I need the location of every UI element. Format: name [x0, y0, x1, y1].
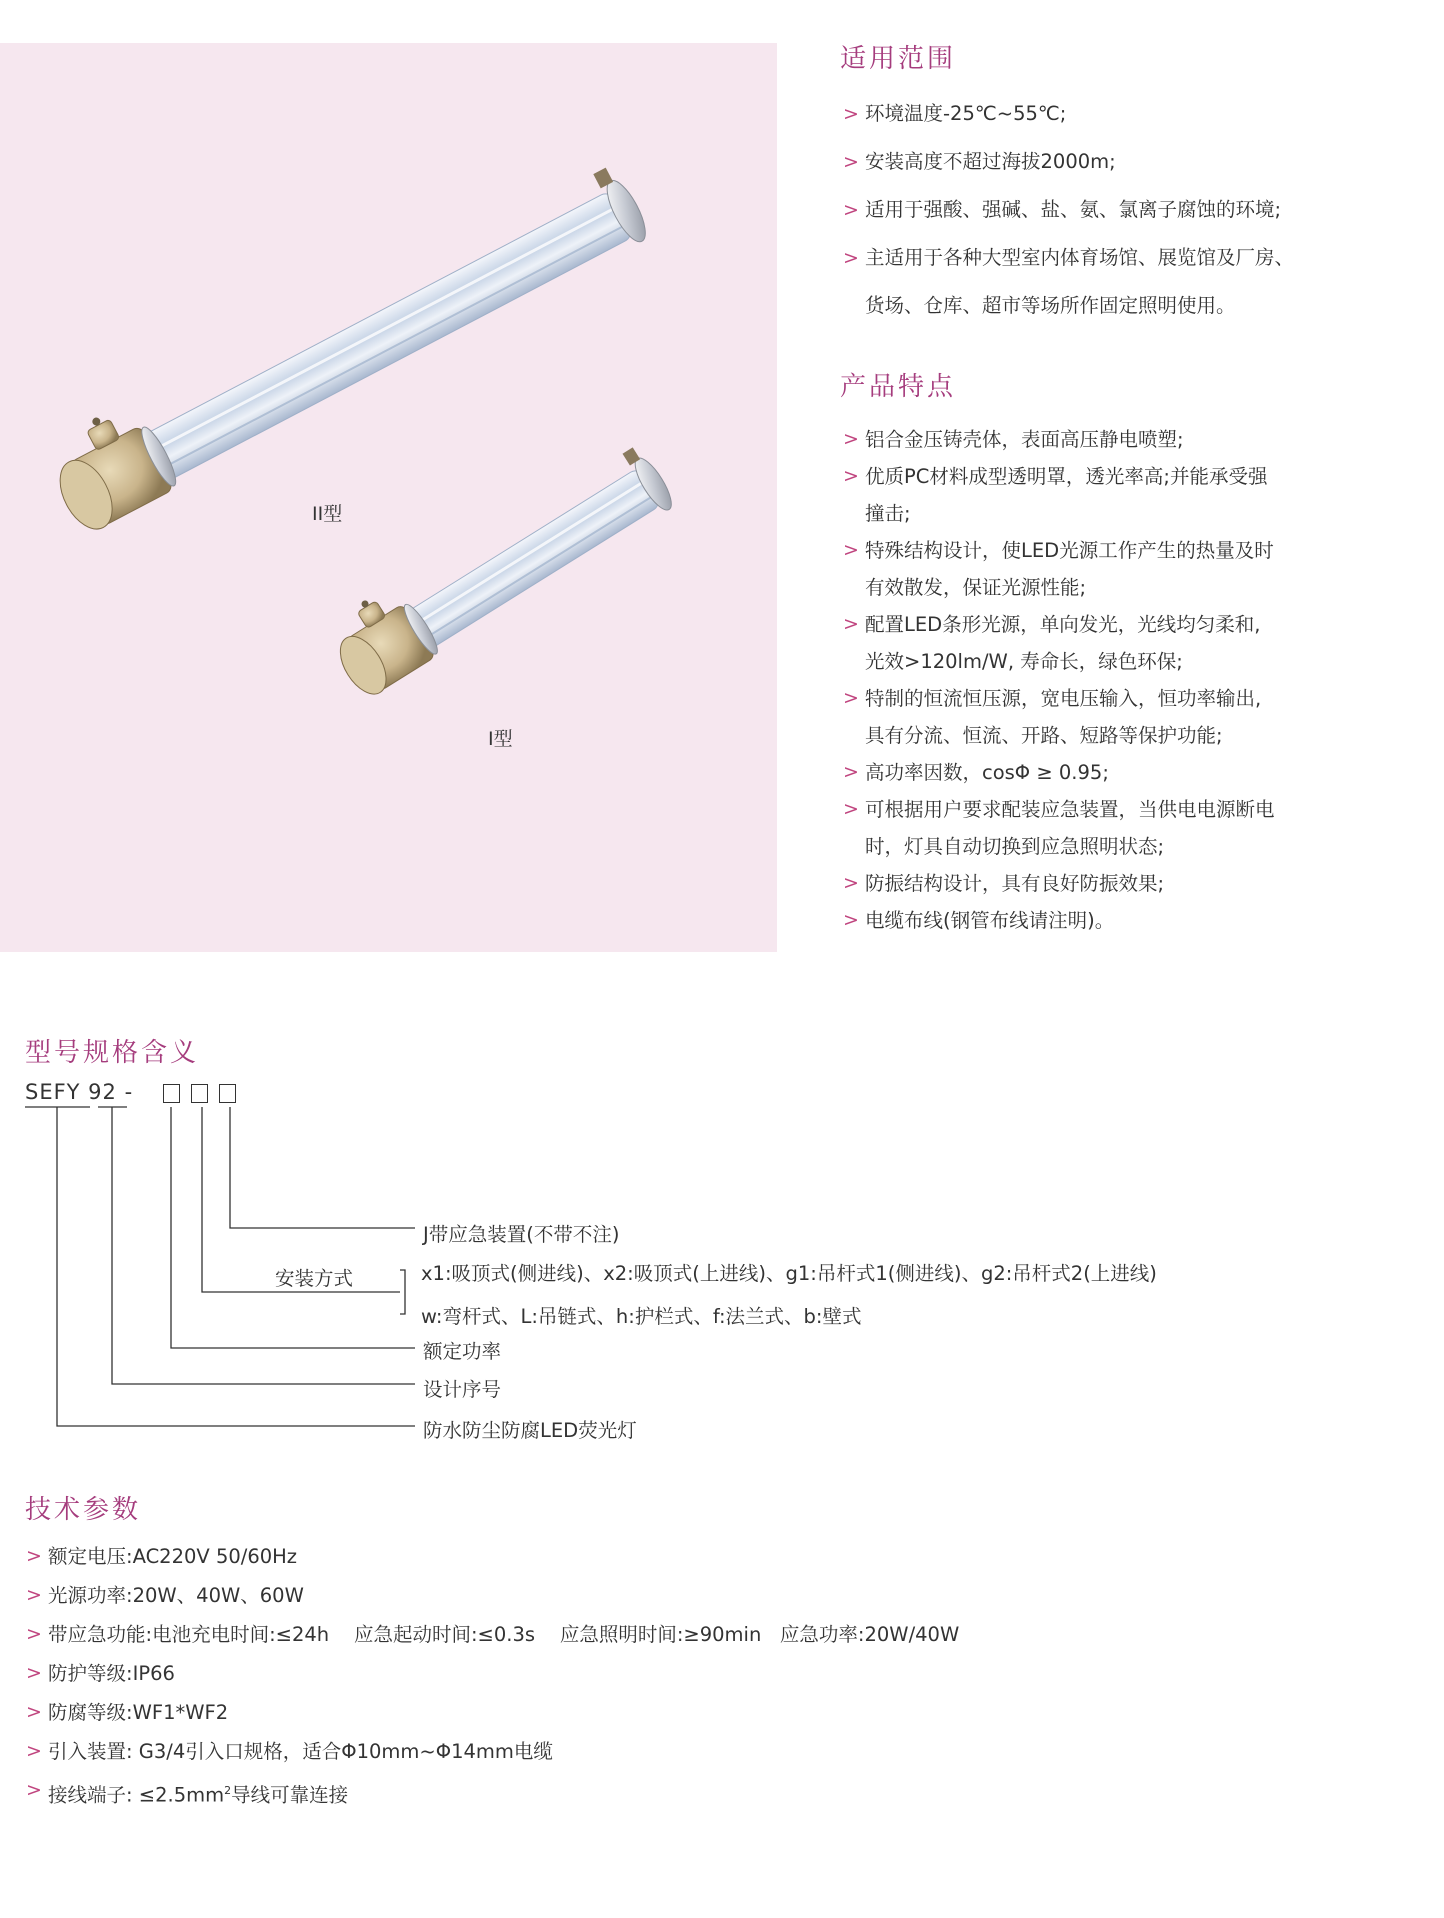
spec-product-name: 防水防尘防腐LED荧光灯	[423, 1419, 637, 1442]
param-item: > 接线端子: $\le 2.5mm^2$导线可靠连接	[26, 1771, 1226, 1810]
feature-item: > 电缆布线(钢管布线请注明)。	[843, 902, 1423, 939]
spec-design-number: 设计序号	[423, 1378, 502, 1401]
scope-item: > 安装高度不超过海拔2000m;	[843, 138, 1403, 186]
model-code: SEFY 92 -	[25, 1080, 134, 1104]
spec-install-line1: x1:吸顶式(侧进线)、x2:吸顶式(上进线)、g1:吊杆式1(侧进线)、g2:吊杆式2(上进线)	[421, 1262, 1157, 1285]
params-list	[26, 1537, 1226, 1810]
param-item: > 防腐等级:WF1*WF2	[26, 1693, 1226, 1732]
arrow-icon: >	[26, 1740, 42, 1762]
feature-item: > 优质PC材料成型透明罩，透光率高;并能承受强 撞击;	[843, 458, 1423, 532]
arrow-icon: >	[843, 247, 859, 269]
arrow-icon: >	[26, 1623, 42, 1645]
arrow-icon: >	[26, 1545, 42, 1567]
arrow-icon: >	[843, 103, 859, 125]
arrow-icon: >	[843, 761, 859, 783]
arrow-icon: >	[26, 1584, 42, 1606]
feature-item: > 特殊结构设计，使LED光源工作产生的热量及时 有效散发，保证光源性能;	[843, 532, 1423, 606]
arrow-icon: >	[26, 1701, 42, 1723]
scope-item: > 主适用于各种大型室内体育场馆、展览馆及厂房、	[843, 234, 1403, 282]
arrow-icon: >	[843, 798, 859, 820]
arrow-icon: >	[843, 199, 859, 221]
arrow-icon: >	[843, 465, 859, 487]
type-ii-label: II型	[312, 503, 343, 525]
scope-title: 适用范围	[840, 44, 957, 74]
scope-item-continuation: 货场、仓库、超市等场所作固定照明使用。	[865, 294, 1236, 317]
arrow-icon: >	[26, 1779, 42, 1801]
spec-install-line2: w:弯杆式、L:吊链式、h:护栏式、f:法兰式、b:壁式	[421, 1305, 862, 1328]
arrow-icon: >	[843, 539, 859, 561]
feature-item: > 防振结构设计，具有良好防振效果;	[843, 865, 1423, 902]
param-item: > 带应急功能:电池充电时间:≤24h 应急起动时间:≤0.3s 应急照明时间:≥90min 应急功率:20W/40W	[26, 1615, 1226, 1654]
arrow-icon: >	[843, 151, 859, 173]
scope-item: > 适用于强酸、强碱、盐、氨、氯离子腐蚀的环境;	[843, 186, 1403, 234]
param-item: > 防护等级:IP66	[26, 1654, 1226, 1693]
features-title: 产品特点	[840, 372, 957, 402]
arrow-icon: >	[843, 872, 859, 894]
type-i-label: I型	[488, 728, 513, 750]
feature-item: > 高功率因数，cosΦ ≥ 0.95;	[843, 754, 1423, 791]
feature-item: > 特制的恒流恒压源，宽电压输入，恒功率输出, 具有分流、恒流、开路、短路等保护功能;	[843, 680, 1423, 754]
arrow-icon: >	[843, 687, 859, 709]
arrow-icon: >	[843, 909, 859, 931]
arrow-icon: >	[843, 613, 859, 635]
model-spec-title: 型号规格含义	[25, 1038, 200, 1068]
feature-item: > 铝合金压铸壳体，表面高压静电喷塑;	[843, 421, 1423, 458]
scope-item: > 环境温度-25℃~55℃;	[843, 90, 1403, 138]
param-item: > 额定电压:AC220V 50/60Hz	[26, 1537, 1226, 1576]
arrow-icon: >	[26, 1662, 42, 1684]
param-item: > 光源功率:20W、40W、60W	[26, 1576, 1226, 1615]
param-item: > 引入装置: G3/4引入口规格，适合Φ10mm~Φ14mm电缆	[26, 1732, 1226, 1771]
spec-rated-power: 额定功率	[423, 1340, 502, 1363]
feature-item: > 配置LED条形光源，单向发光，光线均匀柔和, 光效>120lm/W, 寿命长，绿色环保;	[843, 606, 1423, 680]
arrow-icon: >	[843, 428, 859, 450]
spec-install-label: 安装方式	[275, 1267, 354, 1290]
feature-item: > 可根据用户要求配装应急装置，当供电电源断电 时，灯具自动切换到应急照明状态;	[843, 791, 1423, 865]
spec-emergency: J带应急装置(不带不注)	[423, 1223, 620, 1246]
params-title: 技术参数	[25, 1495, 142, 1525]
